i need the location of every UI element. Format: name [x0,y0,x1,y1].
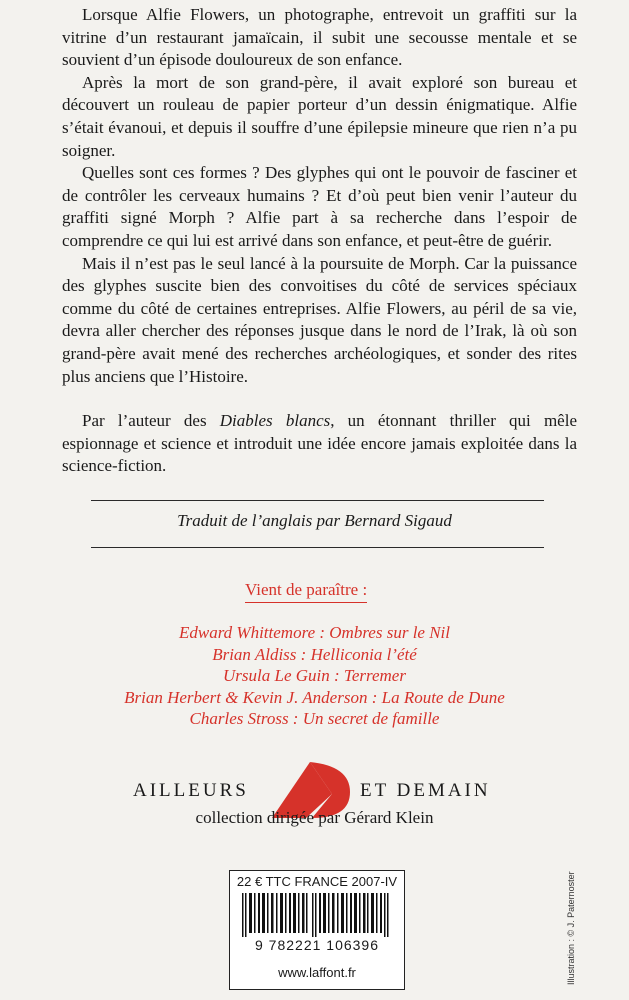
translator-credit: Traduit de l’anglais par Bernard Sigaud [177,511,452,530]
blurb-paragraph-2: Après la mort de son grand-père, il avait exploré son bureau et découvert un rouleau de papier porteur d’un dessin énigmatique. Alfie s’était évanoui, et depuis il souffre d’une épilepsie mineure que rien n’a pu soigner. [62,72,577,160]
isbn-number: 9 782221 106396 [255,937,379,953]
series-name-right: ET DEMAIN [360,780,491,801]
price-barcode-box [229,870,405,990]
bottom-divider [91,547,544,548]
blurb-paragraph-3: Quelles sont ces formes ? Des glyphes qui ont le pouvoir de fasciner et de contrôler les cerveaux humains ? Et d’où peut bien venir l’auteur du graffiti signé Morph ? Alfie part à sa recherche dans l’espoir de comprendre ce qui lui est arrivé dans son enfance, et peut-être de guérir. [62,163,577,250]
illustration-credit: Illustration : © J. Paternoster [566,871,576,985]
list-item: Ursula Le Guin : Terremer [223,666,406,685]
top-divider [91,500,544,501]
new-releases-list [0,622,629,730]
list-item: Brian Aldiss : Helliconia l’été [212,644,417,664]
new-releases-heading: Vient de paraître : [245,580,367,603]
blurb-p5-title: Diables blancs [219,411,331,431]
blurb-paragraph-4: Mais il n’est pas le seul lancé à la poursuite de Morph. Car la puissance des glyphes suscite bien des convoitises du côté de services spéciaux comme du côté de certaines entreprises. Alfie Flowers, au péril de sa vie, devra aller chercher des réponses jusque dans le nord de l’Irak, là où son grand-père avait mené des recherches archéologiques, et sonder des rites plus anciens que l’Histoire. [62,253,577,386]
blurb-paragraph-1: Lorsque Alfie Flowers, un photographe, entrevoit un graffiti sur la vitrine d’un restaurant jamaïcain, il subit une secousse mentale et se souvient d’un épisode douloureux de son enfance. [62,5,577,70]
price-label: 22 € TTC FRANCE 2007-IV [236,874,398,889]
list-item: Brian Herbert & Kevin J. Anderson : La Route de Dune [124,687,505,707]
list-item: Charles Stross : Un secret de famille [189,709,440,728]
blurb-p5-after: , un étonnant thriller qui mêle espionnage et science et introduit une idée encore jamais exploitée dans la science-fiction. [62,411,577,476]
barcode-icon [240,893,392,937]
series-name-left: AILLEURS [133,780,249,801]
back-cover-blurb [62,4,577,478]
list-item: Edward Whittemore : Ombres sur le Nil [178,623,451,642]
blurb-p5-before: Par l’auteur des [82,411,220,431]
publisher-url: www.laffont.fr [278,965,356,980]
series-director: collection dirigée par Gérard Klein [195,808,434,827]
blurb-paragraph-5 [62,410,577,478]
